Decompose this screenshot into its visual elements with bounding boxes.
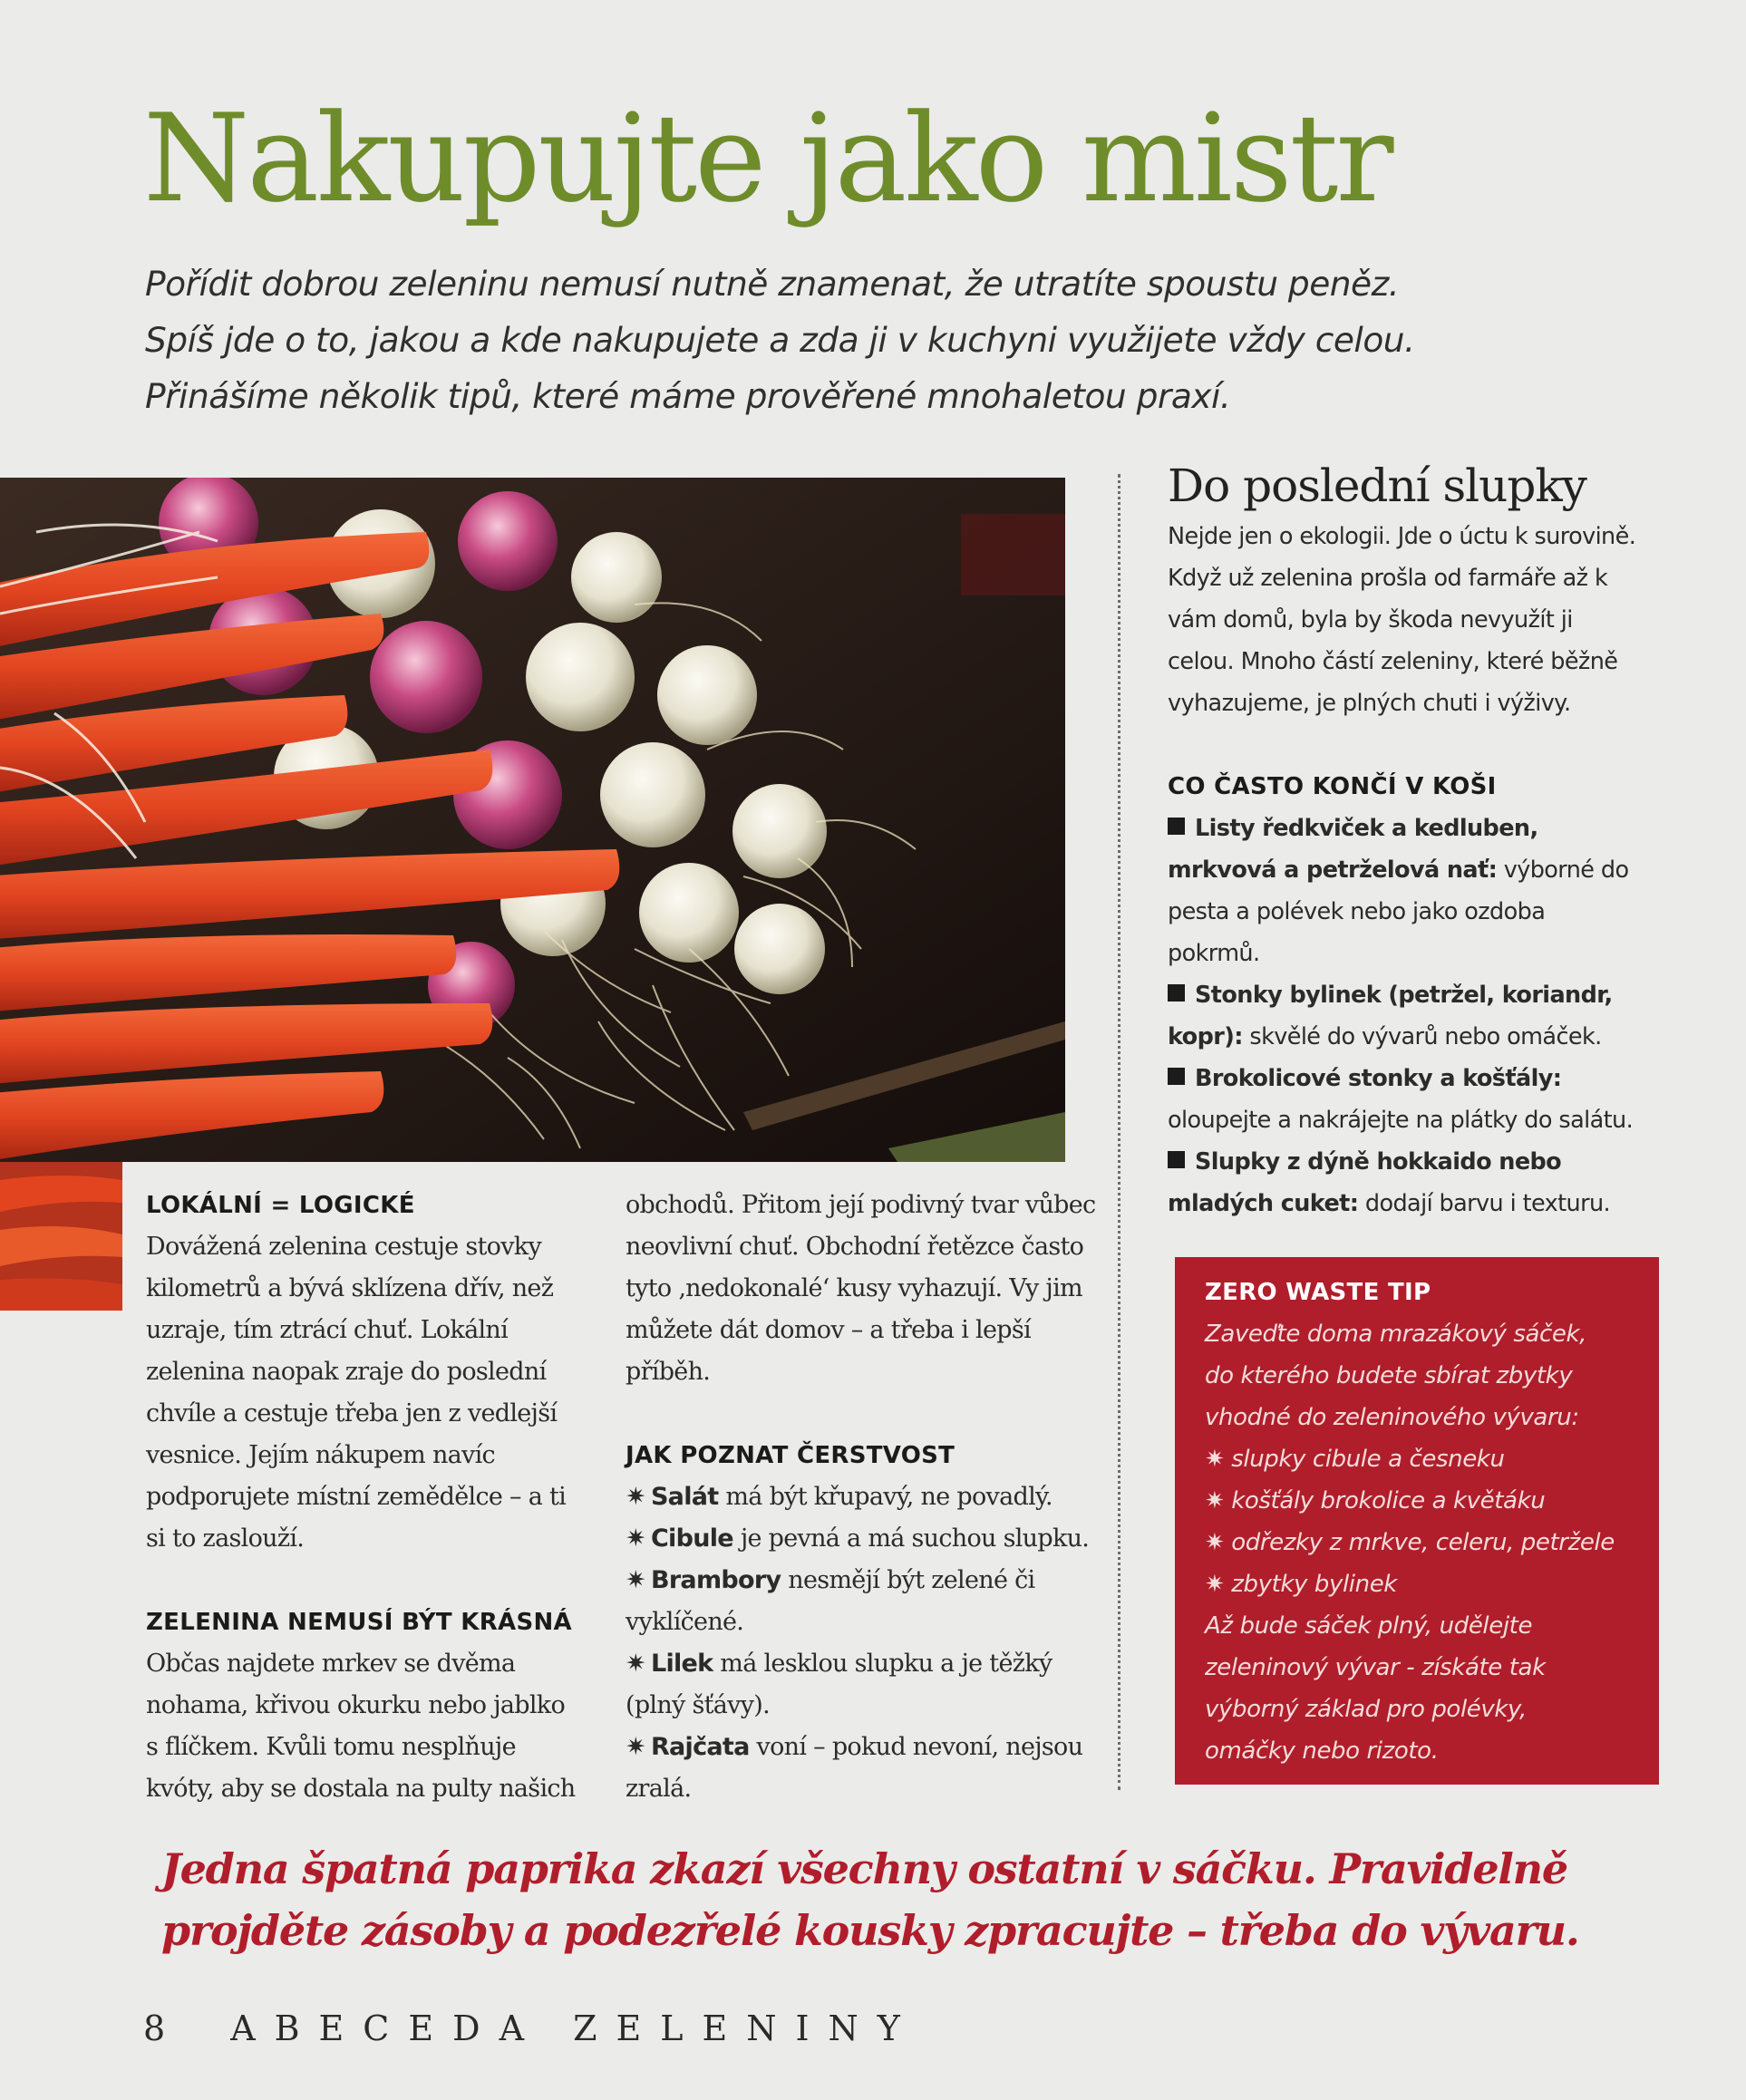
- column-divider: [1118, 474, 1120, 1790]
- section-heading-freshness: JAK POZNAT ČERSTVOST: [626, 1442, 955, 1469]
- lead-line: Pořídit dobrou zeleninu nemusí nutně znamenat, že utratíte spoustu peněz.: [145, 264, 1400, 304]
- tip-line: výborný základ pro polévky,: [1205, 1696, 1527, 1723]
- list-item: [1168, 1058, 1644, 1141]
- section-text-continuation: obchodů. Přitom její podivný tvar vůbec neovlivní chuť. Obchodní řetězce často tyto ‚nedokonalé‘ kusy vyhazují. Vy jim můžete dát domov – a třeba i lepší příběh.: [626, 1191, 1096, 1386]
- vegetable-market-photo: [0, 478, 1065, 1162]
- star-icon: ✷: [626, 1524, 645, 1553]
- item-text: oloupejte a nakrájejte na plátky do salátu.: [1168, 1107, 1634, 1134]
- star-icon: ✷: [626, 1733, 645, 1761]
- item-bold: Stonky bylinek (petržel, koriandr, kopr):: [1168, 982, 1613, 1050]
- item-bold: Salát: [650, 1483, 719, 1511]
- tip-line: Zaveďte doma mrazákový sáček,: [1205, 1321, 1587, 1348]
- pull-quote: [161, 1838, 1630, 1961]
- section-heading-local: LOKÁLNÍ = LOGICKÉ: [146, 1192, 415, 1219]
- star-icon: ✷: [626, 1483, 645, 1511]
- item-text: výborné do pesta a polévek nebo jako ozdoba pokrmů.: [1168, 856, 1629, 967]
- zero-waste-tip-box: [1175, 1257, 1659, 1785]
- item-text: má lesklou slupku a je těžký (plný šťávy).: [626, 1650, 1052, 1719]
- list-item: [1168, 1141, 1644, 1224]
- item-bold: Brambory: [650, 1566, 781, 1594]
- item-bold: Slupky z dýně hokkaido nebo mladých cuket:: [1168, 1148, 1562, 1217]
- item-text: nesmějí být zelené či vyklíčené.: [626, 1566, 1035, 1636]
- sidebar-title: Do poslední slupky: [1168, 460, 1586, 512]
- item-text: je pevná a má suchou slupku.: [732, 1524, 1090, 1553]
- square-bullet-icon: [1168, 818, 1185, 835]
- item-bold: Rajčata: [650, 1733, 750, 1761]
- sidebar-intro: Nejde jen o ekologii. Jde o úctu k surovině. Když už zelenina prošla od farmáře až k vám domů, byla by škoda nevyužít ji celou. Mnoho částí zeleniny, které běžně vyhazujeme, je plných chuti i výživy.: [1168, 523, 1636, 717]
- page-footer: [143, 2008, 919, 2048]
- tip-line: ✷ zbytky bylinek: [1205, 1571, 1397, 1598]
- section-text-local: Dovážená zelenina cestuje stovky kilometrů a bývá sklízena dřív, než uzraje, tím ztrácí chuť. Lokální zelenina naopak zraje do poslední chvíle a cestuje třeba jen z vedlejší vesnice. Jejím nákupem navíc podporujete místní zemědělce – a ti si to zaslouží.: [146, 1233, 567, 1553]
- star-icon: ✷: [626, 1566, 645, 1594]
- star-icon: ✷: [626, 1650, 645, 1678]
- list-item: [1168, 808, 1644, 974]
- item-text: dodají barvu i texturu.: [1358, 1190, 1611, 1217]
- item-text: skvělé do vývarů nebo omáček.: [1242, 1023, 1602, 1050]
- tip-line: vhodné do zeleninového vývaru:: [1205, 1404, 1579, 1431]
- running-title: ABECEDA ZELENINY: [230, 2008, 919, 2048]
- list-item: [626, 1643, 1097, 1727]
- section-heading-beauty: ZELENINA NEMUSÍ BÝT KRÁSNÁ: [146, 1609, 572, 1636]
- lead-line: Přinášíme několik tipů, které máme prověřené mnohaletou praxí.: [145, 376, 1231, 416]
- section-text-beauty: Občas najdete mrkev se dvěma nohama, křivou okurku nebo jablko s flíčkem. Kvůli tomu nesplňuje kvóty, aby se dostala na pulty našich: [146, 1650, 576, 1803]
- tip-line: ✷ slupky cibule a česneku: [1205, 1446, 1505, 1473]
- tip-line: zeleninový vývar - získáte tak: [1205, 1654, 1546, 1681]
- square-bullet-icon: [1168, 1068, 1185, 1085]
- list-item: [626, 1476, 1097, 1518]
- left-column: [146, 1185, 581, 1810]
- square-bullet-icon: [1168, 1151, 1185, 1168]
- middle-column: [626, 1185, 1097, 1810]
- square-bullet-icon: [1168, 984, 1185, 1002]
- tip-line: ✷ košťály brokolice a květáku: [1205, 1487, 1546, 1515]
- tip-line: ✷ odřezky z mrkve, celeru, petržele: [1205, 1529, 1615, 1556]
- tip-line: Až bude sáček plný, udělejte: [1205, 1612, 1533, 1640]
- list-item: [626, 1518, 1097, 1560]
- item-bold: Lilek: [650, 1650, 713, 1678]
- tip-heading: ZERO WASTE TIP: [1205, 1279, 1431, 1306]
- photo-illustration: [0, 478, 1065, 1162]
- sidebar: [1168, 458, 1644, 1224]
- lead-line: Spíš jde o to, jakou a kde nakupujete a zda ji v kuchyni využijete vždy celou.: [145, 320, 1415, 360]
- item-text: voní – pokud nevoní, nejsou zralá.: [626, 1733, 1083, 1803]
- page-number: 8: [143, 2008, 166, 2048]
- item-bold: Cibule: [650, 1524, 733, 1553]
- item-bold: Brokolicové stonky a košťály:: [1195, 1065, 1562, 1092]
- tip-line: omáčky nebo rizoto.: [1205, 1737, 1439, 1765]
- quote-line: projděte zásoby a podezřelé kousky zpracujte – třeba do vývaru.: [161, 1906, 1579, 1955]
- photo-extension-illustration: [0, 1162, 122, 1311]
- freshness-list: [626, 1476, 1097, 1810]
- list-item: [626, 1560, 1097, 1643]
- photo-carrot-extension: [0, 1162, 122, 1311]
- page-title: Nakupujte jako mistr: [143, 88, 1392, 229]
- item-bold: Listy ředkviček a kedluben, mrkvová a petrželová nať:: [1168, 815, 1538, 884]
- tip-line: do kterého budete sbírat zbytky: [1205, 1362, 1573, 1389]
- section-heading-waste: CO ČASTO KONČÍ V KOŠI: [1168, 773, 1497, 800]
- waste-list: [1168, 808, 1644, 1224]
- list-item: [1168, 974, 1644, 1058]
- quote-line: Jedna špatná paprika zkazí všechny ostatní v sáčku. Pravidelně: [161, 1844, 1567, 1893]
- item-text: má být křupavý, ne povadlý.: [718, 1483, 1052, 1511]
- list-item: [626, 1727, 1097, 1810]
- lead-paragraph: [145, 256, 1559, 424]
